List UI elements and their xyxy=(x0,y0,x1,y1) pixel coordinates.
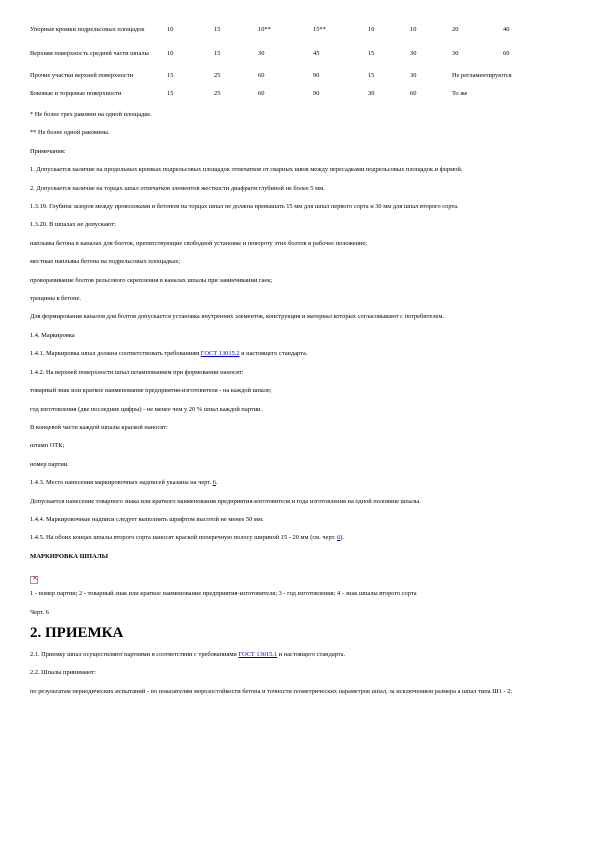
table-cell: 15 xyxy=(214,49,221,57)
fig-6-link[interactable]: 6 xyxy=(212,479,216,487)
row-label: Прочие участки верхней поверхности xyxy=(30,71,134,79)
table-cell: 30 xyxy=(258,49,265,57)
table-cell: 30 xyxy=(452,49,459,57)
table-row xyxy=(30,18,565,42)
table-cell: 45 xyxy=(313,49,320,57)
table-cell: 15 xyxy=(167,71,174,79)
table-cell: 10** xyxy=(258,26,271,34)
table-row xyxy=(30,65,565,86)
section-heading: 1.4. Маркировка xyxy=(30,331,75,339)
table-cell: 60 xyxy=(258,71,265,79)
list-item: трещины в бетоне. xyxy=(30,295,81,303)
gost-13015-2-link[interactable]: ГОСТ 13015.2 xyxy=(200,350,240,358)
table-cell: 10 xyxy=(167,49,174,57)
table-cell: 15 xyxy=(214,26,221,34)
table-cell: 90 xyxy=(313,71,320,79)
row-label: Верхняя поверхность средней части шпалы xyxy=(30,49,149,57)
table-cell: 30 xyxy=(410,49,417,57)
notes-title: Примечания: xyxy=(30,147,66,155)
table-row xyxy=(30,86,565,102)
table-cell: 60 xyxy=(410,90,417,98)
table-cell: 20 xyxy=(452,26,459,34)
note-paragraph: 1. Допускается наличие на продольных кромках подрельсовых площадок отпечатков от сварных швов между пересадками подрельсовых площадок и формой. xyxy=(30,166,463,174)
paragraph: год изготовления (две последние цифры) - не менее чем у 20 % шпал каждой партии. xyxy=(30,405,263,413)
paragraph: 1.3.19. Глубина зазоров между проволоками и бетоном на торцах шпал не должна превышать 15 мм для шпал первого сорта и 30 мм для шпал второго сорта. xyxy=(30,203,459,211)
row-label: Боковые и торцевые поверхности xyxy=(30,90,122,98)
table-row xyxy=(30,42,565,65)
table-cell: Не регламентируются xyxy=(452,71,512,79)
table-cell: 15 xyxy=(368,71,375,79)
fig-6-link[interactable]: 6 xyxy=(337,534,341,542)
table-cell: 15 xyxy=(368,49,375,57)
table-cell: То же xyxy=(452,90,468,98)
text-run: ). xyxy=(340,534,345,542)
text-run: и настоящего стандарта. xyxy=(277,650,346,658)
footnote: ** Не более одной раковины. xyxy=(30,129,110,137)
table-cell: 30 xyxy=(368,90,375,98)
defects-table xyxy=(30,18,565,102)
table-cell: 25 xyxy=(214,71,221,79)
text-run: и настоящего стандарта. xyxy=(239,350,308,358)
section-title: 2. ПРИЕМКА xyxy=(30,624,124,641)
paragraph: В концевой части каждой шпалы краской наносят: xyxy=(30,423,168,431)
paragraph: товарный знак или краткое наименование предприятия-изготовителя - на каждой шпале; xyxy=(30,387,272,395)
paragraph: по результатам периодических испытаний - по показателям морозостойкости бетона и точности геометрических параметров шпал, за исключением размера а шпал типа Ш1 - 2; xyxy=(30,687,513,695)
paragraph xyxy=(30,350,565,358)
paragraph xyxy=(30,479,565,487)
table-cell: 10 xyxy=(368,26,375,34)
row-label: Упорные кромки подрельсовых площадок xyxy=(30,26,145,34)
paragraph: 2.2. Шпалы принимают: xyxy=(30,669,96,677)
paragraph: Для формирования каналов для болтов допускается установка внутренних элементов, конструкция и материал которых согласовывают с потребителем. xyxy=(30,313,444,321)
figure-label: Черт. 6 xyxy=(30,608,49,616)
table-cell: 90 xyxy=(313,90,320,98)
table-cell: 60 xyxy=(503,49,510,57)
table-cell: 60 xyxy=(258,90,265,98)
paragraph xyxy=(30,534,565,542)
paragraph: 1.4.4. Маркировочные надписи следует выполнять шрифтом высотой не менее 50 мм. xyxy=(30,515,264,523)
note-paragraph: 2. Допускается наличие на торцах шпал отпечатков элементов жесткости диафрагм глубиной не более 5 мм. xyxy=(30,184,325,192)
paragraph xyxy=(30,651,565,659)
table-cell: 15 xyxy=(167,90,174,98)
text-run: 1.4.5. На обоих концах шпалы второго сорта наносят краской поперечную полосу шириной 15 - 20 мм (см. черт. xyxy=(30,534,338,542)
document-page xyxy=(30,18,565,696)
text-run: . xyxy=(215,479,218,487)
paragraph: штамп ОТК; xyxy=(30,442,65,450)
table-cell: 15** xyxy=(313,26,326,34)
broken-image-icon xyxy=(30,576,38,584)
list-item: наплывы бетона в каналах для болтов, препятствующие свободной установке и повороту этих болтов в рабочее положение; xyxy=(30,239,367,247)
text-run: 2.1. Приемку шпал осуществляют партиями в соответствии с требованиями xyxy=(30,650,239,658)
paragraph: 1.4.2. На верхней поверхности шпал штампованием при формовании наносят: xyxy=(30,368,244,376)
text-run: 1.4.1. Маркировка шпал должна соответствовать требованиям xyxy=(30,350,201,358)
figure-title: МАРКИРОВКА ШПАЛЫ xyxy=(30,552,109,560)
list-item: проворачивание болтов рельсового скрепления в каналах шпалы при завинчивании гаек; xyxy=(30,276,273,284)
paragraph: номер партии. xyxy=(30,460,69,468)
figure-caption: 1 - номер партии; 2 - товарный знак или краткое наименование предприятия-изготовителя; 3 - год изготовления; 4 - знак шпалы второго сорта xyxy=(30,590,417,598)
text-run: 1.4.3. Место нанесения маркировочных надписей указаны на черт. xyxy=(30,479,213,487)
table-cell: 30 xyxy=(410,71,417,79)
paragraph: Допускается нанесение товарного знака или краткого наименования предприятия-изготовителя и года изготовления на одной половине шпалы. xyxy=(30,497,421,505)
table-cell: 40 xyxy=(503,26,510,34)
table-cell: 10 xyxy=(167,26,174,34)
table-cell: 10 xyxy=(410,26,417,34)
figure-image-placeholder xyxy=(30,571,565,580)
table-cell: 25 xyxy=(214,90,221,98)
list-item: местные наплывы бетона на подрельсовых площадках; xyxy=(30,258,180,266)
gost-13015-1-link[interactable]: ГОСТ 13015.1 xyxy=(238,650,278,658)
footnote: * Не более трех раковин на одной площадке. xyxy=(30,111,152,118)
paragraph: 1.3.20. В шпалах не допускают: xyxy=(30,221,116,229)
